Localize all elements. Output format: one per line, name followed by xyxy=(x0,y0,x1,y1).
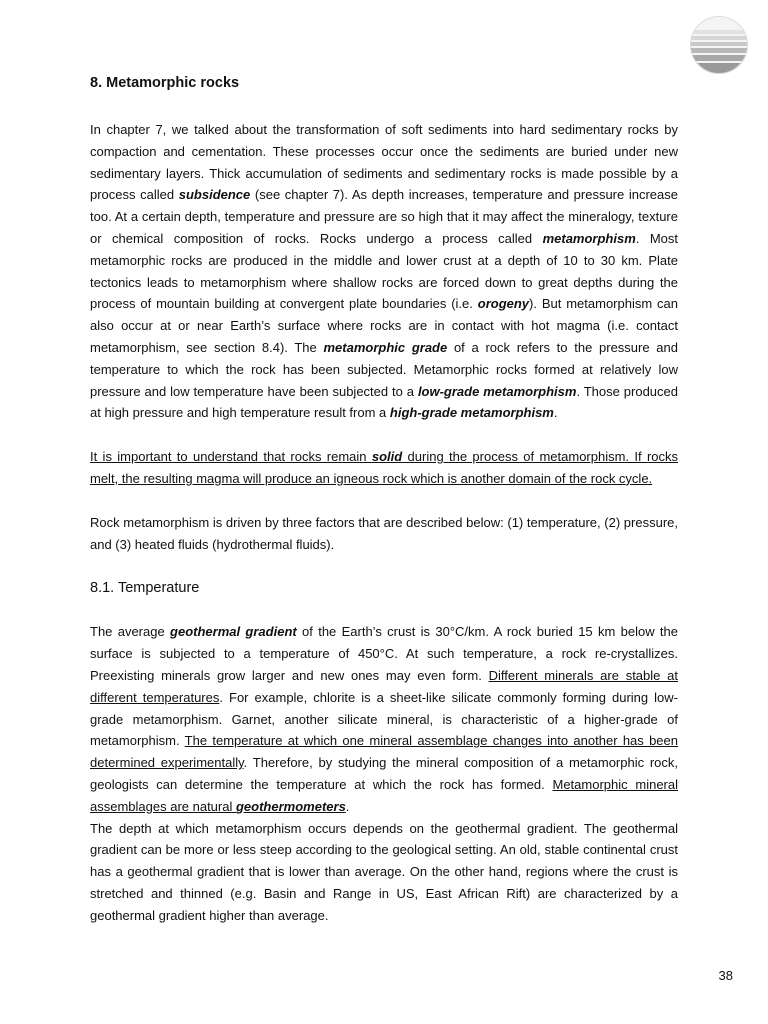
term-metamorphism: metamorphism xyxy=(542,230,636,246)
section-title: 8.1. Temperature xyxy=(90,580,200,597)
underlined-stable-minerals: Different minerals are stable at different temperatures xyxy=(90,667,678,705)
term-geothermometers: geothermometers xyxy=(235,798,346,814)
intro-paragraph-1: In chapter 7, we talked about the transformation of soft sediments into hard sedimentary rocks by compaction and cementation. These processes occur once the sediments are buried under new sedimentary layers. Thick accumulation of sediments and sedimentary rocks is made possible by a process called subsidence (see chapter 7). As depth increases, temperature and pressure increase too. At a certain depth, temperature and pressure are so high that it may affect the mineralogy, texture or chemical composition of rocks. Rocks undergo a process called metamorphism. Most metamorphic rocks are produced in the middle and lower crust at a depth of 10 to 30 km. Plate tectonics leads to metamorphism where shallow rocks are forced down to great depths during the process of mountain building at convergent plate boundaries (i.e. orogeny). But metamorphism can also occur at or near Earth’s surface where rocks are in contact with hot magma (i.e. contact metamorphism, see section 8.4). The metamorphic grade of a rock refers to the pressure and temperature to which the rock has been subjected. Metamorphic rocks formed at relatively low pressure and low temperature have been subjected to a low-grade metamorphism. Those produced at high pressure and high temperature result from a high-grade metamorphism. xyxy=(90,122,679,421)
term-geothermal-gradient: geothermal gradient xyxy=(170,624,297,640)
term-metamorphic-grade: metamorphic grade xyxy=(323,339,448,355)
term-subsidence: subsidence xyxy=(178,187,251,203)
main-content xyxy=(90,72,678,949)
chapter-title: 8. Metamorphic rocks xyxy=(90,75,240,91)
intro-paragraph-3: Rock metamorphism is driven by three factors that are described below: (1) temperature, (2) pressure, and (3) heated fluids (hydrothermal fluids). xyxy=(90,514,678,552)
term-high-grade: high-grade metamorphism xyxy=(389,405,554,421)
temperature-paragraph-1: The average geothermal gradient of the Earth’s crust is 30°C/km. A rock buried 15 km below the surface is subjected to a temperature of 450°C. At such temperature, a rock re-crystallizes. Preexisting minerals grow larger and new ones may even form. Different minerals are stable at different temperatures. For example, chlorite is a sheet-like silicate commonly forming during low-grade metamorphism. Garnet, another silicate mineral, is characteristic of a higher-grade of metamorphism. The temperature at which one mineral assemblage changes into another has been determined experimentally. Therefore, by studying the mineral composition of a metamorphic rock, geologists can determine the temperature at which the rock has formed. Metamorphic mineral assemblages are natural geothermometers. xyxy=(90,624,679,814)
underlined-temperature-assemblage: The temperature at which one mineral assemblage changes into another has been determined experimentally xyxy=(90,733,678,771)
intro-paragraph-2: It is important to understand that rocks remain solid during the process of metamorphism. If rocks melt, the resulting magma will produce an igneous rock which is another domain of the rock cycle. xyxy=(90,449,678,486)
term-orogeny: orogeny xyxy=(477,296,530,312)
term-solid: solid xyxy=(371,449,403,465)
page-number: 38 xyxy=(718,968,733,983)
underlined-geothermometers: Metamorphic mineral assemblages are natural geothermometers xyxy=(90,776,678,814)
logo-globe-icon xyxy=(690,16,748,74)
temperature-paragraph-2: The depth at which metamorphism occurs depends on the geothermal gradient. The geothermal gradient can be more or less steep according to the geological setting. An old, stable continental crust has a geothermal gradient that is lower than average. On the other hand, regions where the crust is stretched and thinned (e.g. Basin and Range in US, East African Rift) are characterized by a geothermal gradient higher than average. xyxy=(90,820,678,923)
term-low-grade: low-grade metamorphism xyxy=(417,383,577,399)
